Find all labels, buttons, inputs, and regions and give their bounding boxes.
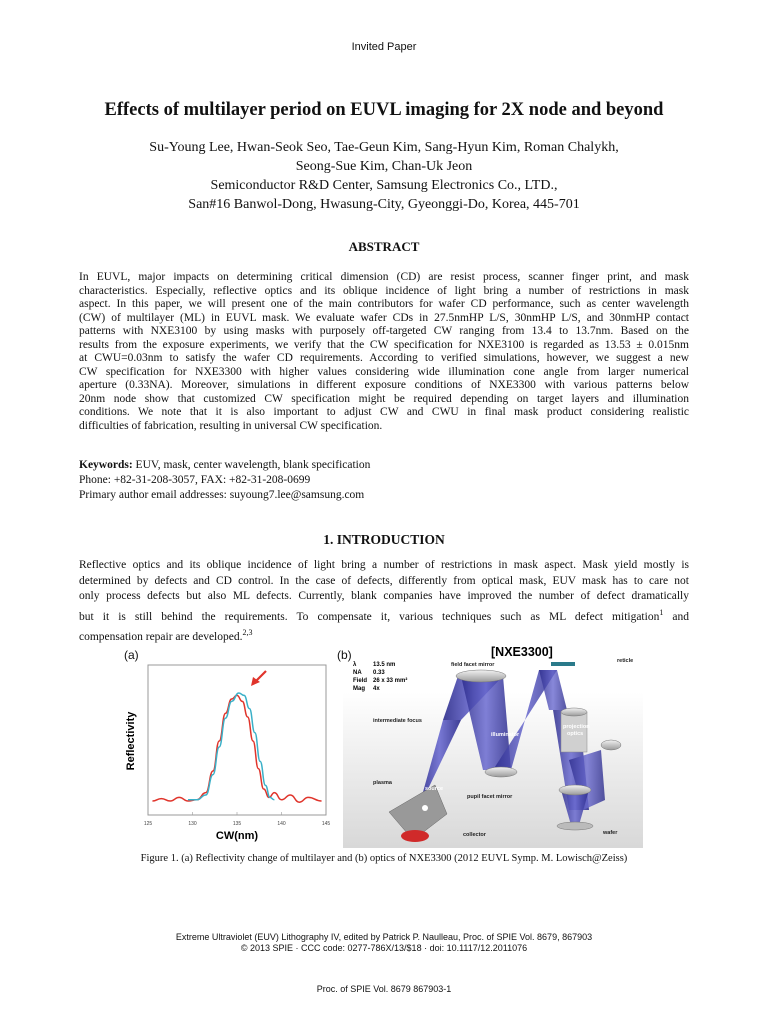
panel-a-label: (a) <box>124 648 139 662</box>
abstract-line: aspect. In this paper, we will present one of the main contributors for wafer CD performance, such as center wavelength <box>79 298 689 310</box>
label-optics: optics <box>567 731 584 737</box>
diagram-title: [NXE3300] <box>491 645 553 659</box>
figure-caption: Figure 1. (a) Reflectivity change of multilayer and (b) optics of NXE3300 (2012 EUVL Symp. M. Lowisch@Zeiss) <box>140 853 628 864</box>
intro-line: compensation repair are developed.$^{2,3}$ <box>79 628 253 644</box>
keywords-block <box>79 458 370 503</box>
affiliation-line-1: Semiconductor R&D Center, Samsung Electronics Co., LTD., <box>210 178 558 193</box>
plasma-point <box>422 805 428 811</box>
field-facet-mirror <box>456 670 506 682</box>
abstract-line: patterns with NXE3100 by using masks with purposely off-targeted CW ranging from 13.4 to 13.7nm. Based on the <box>79 325 689 337</box>
author-block <box>0 138 768 214</box>
introduction-text <box>79 558 689 646</box>
svg-text:λ: λ <box>353 662 357 668</box>
svg-text:0.33: 0.33 <box>373 670 385 676</box>
footer-line-1: Extreme Ultraviolet (EUV) Lithography IV, edited by Patrick P. Naulleau, Proc. of SPIE Vol. 8679, 867903 <box>175 932 593 942</box>
citation: 2,3 <box>242 628 253 638</box>
x-axis-label: CW(nm) <box>215 830 259 842</box>
invited-paper-label: Invited Paper <box>351 41 417 53</box>
contact-email: Primary author email addresses: suyoung7.lee@samsung.com <box>79 489 365 501</box>
x-tick-label: 145 <box>321 821 331 827</box>
abstract-heading: ABSTRACT <box>348 239 420 254</box>
svg-text:13.5 nm: 13.5 nm <box>373 662 396 668</box>
peak-arrow <box>251 671 266 686</box>
abstract-line: In EUVL, major impacts on determining critical dimension (CD) are resist process, scanner finger print, and mask <box>79 271 689 283</box>
wafer-stage <box>557 822 593 830</box>
intro-line: Reflective optics and its oblique incidence of light bring a number of restrictions in mask aspect. Mask yield mostly is <box>79 559 689 571</box>
svg-text:NA: NA <box>353 670 362 676</box>
label-reticle: reticle <box>617 658 634 664</box>
x-tick-label: 140 <box>277 821 286 827</box>
keywords-text: EUV, mask, center wavelength, blank specification <box>132 459 371 471</box>
contact-phone: Phone: +82-31-208-3057, FAX: +82-31-208-0699 <box>79 474 311 486</box>
author-line-1: Su-Young Lee, Hwan-Seok Seo, Tae-Geun Kim, Sang-Hyun Kim, Roman Chalykh, <box>149 140 619 155</box>
panel-b-label: (b) <box>337 648 352 662</box>
label-field-facet-mirror: field facet mirror <box>451 662 495 668</box>
abstract-line: characteristics. Especially, reflective optics and its oblique incidence of light bring a number of restrictions in mask <box>79 284 689 297</box>
abstract-line: conditions. We note that it is also important to adjust CW and CWU in final mask product considering realistic <box>79 406 689 418</box>
paper-title: Effects of multilayer period on EUVL imaging for 2X node and beyond <box>104 100 664 120</box>
x-tick-label: 130 <box>188 821 197 827</box>
citation: 1 <box>659 607 664 617</box>
projection-mirror-2 <box>601 740 621 750</box>
abstract-text <box>79 271 689 433</box>
svg-text:26 x 33 mm²: 26 x 33 mm² <box>373 678 408 684</box>
label-wafer: wafer <box>603 830 618 836</box>
abstract-line: at CWU=0.03nm to satisfy the wafer CD requirements. According to verified simulations, however, we suggest a new <box>79 352 689 364</box>
abstract-line: CW specification for NXE3300 with higher values considering wide illumination cone angle from larger numerical <box>79 365 689 378</box>
abstract-line: difficulties of fabrication, resulting in universal CW specification. <box>79 419 383 432</box>
svg-text:4x: 4x <box>373 686 380 692</box>
svg-text:Field: Field <box>353 678 368 684</box>
reflectivity-chart <box>118 655 340 851</box>
label-intermediate-focus: intermediate focus <box>373 718 422 724</box>
abstract-line: aperture (0.33NA). Moreover, simulations in different exposure conditions of NXE3300 with various patterns below <box>79 379 689 391</box>
abstract-line: results from the exposure experiments, we verify that the CW specification for NXE3100 is regarded as 13.53 ± 0.015nm <box>79 338 689 351</box>
x-tick-label: 135 <box>232 821 242 827</box>
abstract-line: 20nm node show that customized CW specification might be required depending on target layers and illumination <box>79 392 689 405</box>
label-plasma: plasma <box>373 780 392 786</box>
collector-base <box>401 830 429 842</box>
projection-mirror <box>561 708 587 716</box>
x-tick-label: 125 <box>143 821 153 827</box>
page-number: Proc. of SPIE Vol. 8679 867903-1 <box>316 984 452 994</box>
intro-line: but it is still behind the requirements. To compensate it, various techniques such as ML defect mitigation$^1$ and <box>79 607 689 623</box>
series-line-red <box>152 695 321 802</box>
label-collector: collector <box>463 832 486 838</box>
label-pupil-facet-mirror: pupil facet mirror <box>467 794 513 800</box>
intro-line: only process defects but also ML defects. Currently, blank companies have improved the number of defect dramatically <box>79 590 689 603</box>
y-axis-label: Reflectivity <box>125 711 137 771</box>
intro-line: determined by defects and CD control. In the case of defects, differently from optical mask, EUV mask has to care not <box>79 574 689 587</box>
author-line-2: Seong-Sue Kim, Chan-Uk Jeon <box>295 159 473 174</box>
plot-frame <box>148 665 326 815</box>
footer-line-2: © 2013 SPIE · CCC code: 0277-786X/13/$18 · doi: 10.1117/12.2011076 <box>240 943 528 953</box>
footer-citation <box>0 932 768 954</box>
abstract-line: (CW) of multilayer (ML) in EUVL mask. We evaluate wafer CDs in 27.5nmHP L/S, 30nmHP L/S, and 30nmHP contact <box>79 311 689 324</box>
label-illuminator: illuminator <box>491 732 520 738</box>
reticle-plate <box>551 662 575 666</box>
spec-table <box>353 662 407 692</box>
svg-text:Mag: Mag <box>353 686 365 692</box>
pupil-facet-mirror <box>485 767 517 777</box>
affiliation-line-2: San#16 Banwol-Dong, Hwasung-City, Gyeonggi-Do, Korea, 445-701 <box>188 197 580 212</box>
keywords-label: Keywords: <box>79 459 133 471</box>
label-projection: projection <box>563 724 590 730</box>
nxe3300-optics-diagram <box>343 640 643 848</box>
introduction-heading: 1. INTRODUCTION <box>323 532 445 547</box>
label-source: source <box>425 786 444 792</box>
projection-mirror-3 <box>559 785 591 795</box>
